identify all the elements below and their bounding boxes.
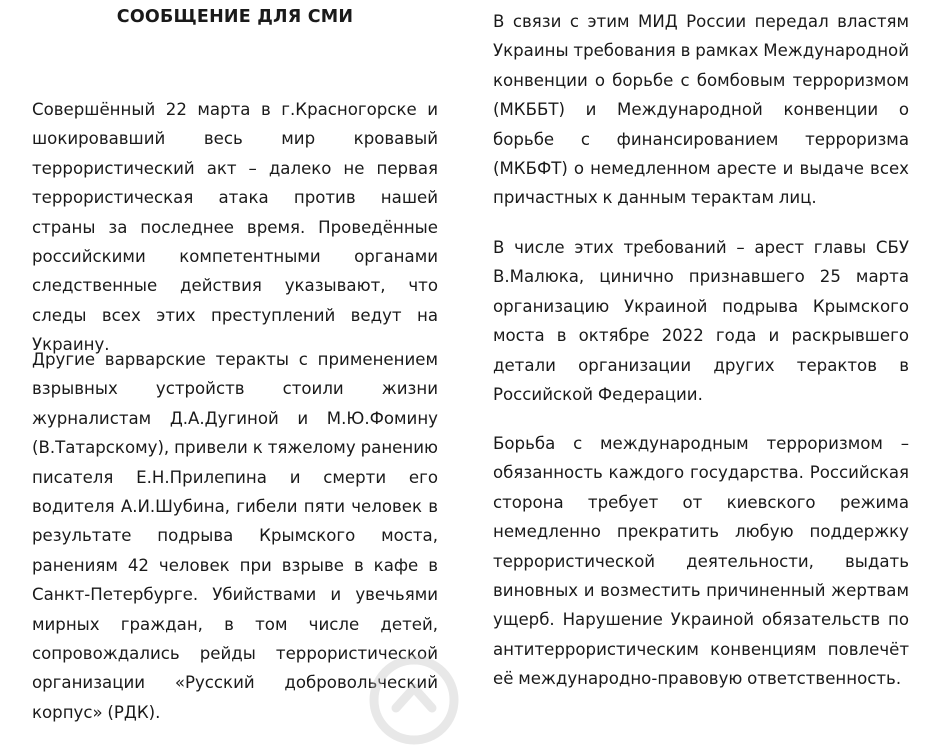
document-title: СООБЩЕНИЕ ДЛЯ СМИ [116, 7, 354, 27]
right-paragraph-1: В связи с этим МИД России передал властям Украины требования в рамках Международной конвенции о борьбе с бомбовым терроризмом (МКББТ) и Международной конвенции о борьбе с финансированием терроризма (МКБФТ) о немедленном аресте и выдаче всех причастных к данным терактам лиц. [493, 12, 909, 208]
circle-arrow-watermark-icon [366, 652, 462, 748]
right-paragraph-2: В числе этих требований – арест главы СБУ В.Малюка, цинично признавшего 25 марта организацию Украиной подрыва Крымского моста в октябре 2022 года и раскрывшего детали организации других терактов в Российской Федерации. [493, 238, 909, 405]
left-paragraph-2: Другие варварские теракты с применением взрывных устройств стоили жизни журналистам Д.А.Дугиной и М.Ю.Фомину (В.Татарскому), привели к тяжелому ранению писателя Е.Н.Прилепина и смерти его водителя А.И.Шубина, гибели пяти человек в результате подрыва Крымского моста, ранениям 42 человек при взрыве в кафе в Санкт-Петербурге. Убийствами и увечьями мирных граждан, в том числе детей, сопровождались рейды террористической организации «Русский добровольческий корпус» (РДК). [32, 350, 438, 722]
left-paragraph-1: Совершённый 22 марта в г.Красногорске и шокировавший весь мир кровавый террористический акт – далеко не первая террористическая атака против нашей страны за последнее время. Проведённые российскими компетентными органами следственные действия указывают, что следы всех этих преступлений ведут на Украину. [32, 100, 438, 355]
right-paragraph-3: Борьба с международным терроризмом – обязанность каждого государства. Российская сторона требует от киевского режима немедленно прекратить любую поддержку террористической деятельности, выдать виновных и возместить причиненный жертвам ущерб. Нарушение Украиной обязательств по антитеррористическим конвенциям повлечёт её международно-правовую ответственность. [493, 434, 909, 689]
